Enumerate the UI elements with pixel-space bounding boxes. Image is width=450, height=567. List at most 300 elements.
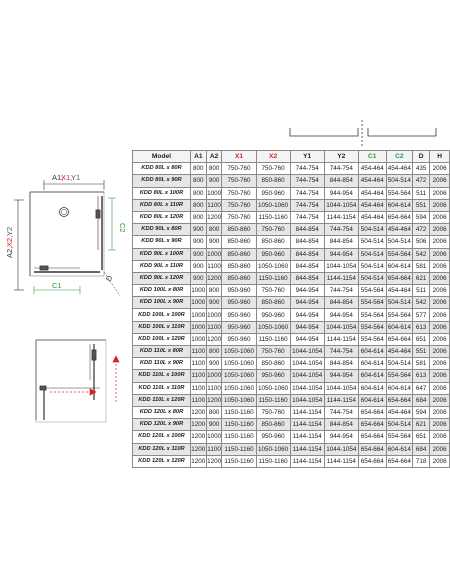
cell-a2: 1200 bbox=[206, 455, 222, 467]
top-brackets bbox=[290, 120, 436, 148]
cell-d: 718 bbox=[413, 455, 430, 467]
cell-a2: 1100 bbox=[206, 321, 222, 333]
cell-y1: 744-754 bbox=[290, 163, 324, 175]
cell-c1: 554-564 bbox=[358, 321, 386, 333]
header-h: H bbox=[430, 151, 450, 163]
cell-x1: 1050-1060 bbox=[222, 382, 256, 394]
cell-h: 2006 bbox=[430, 394, 450, 406]
cell-c1: 454-464 bbox=[358, 199, 386, 211]
cell-d: 506 bbox=[413, 236, 430, 248]
cell-y2: 1044-1054 bbox=[324, 443, 358, 455]
cell-x2: 750-760 bbox=[256, 224, 290, 236]
cell-d: 594 bbox=[413, 211, 430, 223]
cell-x1: 950-960 bbox=[222, 297, 256, 309]
cell-a1: 1000 bbox=[190, 297, 206, 309]
cell-a2: 1100 bbox=[206, 443, 222, 455]
table-row bbox=[133, 163, 450, 175]
cell-y2: 944-954 bbox=[324, 248, 358, 260]
cell-x1: 1150-1160 bbox=[222, 455, 256, 467]
cell-x1: 850-860 bbox=[222, 248, 256, 260]
cell-c2: 604-614 bbox=[386, 321, 412, 333]
cell-y2: 844-854 bbox=[324, 358, 358, 370]
cell-d: 581 bbox=[413, 358, 430, 370]
cell-x1: 1150-1160 bbox=[222, 419, 256, 431]
cell-y1: 1144-1154 bbox=[290, 431, 324, 443]
cell-d: 651 bbox=[413, 333, 430, 345]
cell-c1: 604-614 bbox=[358, 394, 386, 406]
cell-c1: 504-514 bbox=[358, 248, 386, 260]
cell-x1: 950-960 bbox=[222, 309, 256, 321]
table-row bbox=[133, 199, 450, 211]
cell-x1: 850-860 bbox=[222, 260, 256, 272]
cell-a1: 900 bbox=[190, 248, 206, 260]
cell-model: KDD 80L x 80R bbox=[133, 163, 191, 175]
cell-a2: 1200 bbox=[206, 333, 222, 345]
cell-model: KDD 110L x 100R bbox=[133, 370, 191, 382]
cell-d: 647 bbox=[413, 382, 430, 394]
cell-a2: 1200 bbox=[206, 211, 222, 223]
cell-a2: 1000 bbox=[206, 187, 222, 199]
cell-d: 651 bbox=[413, 431, 430, 443]
cell-model: KDD 110L x 120R bbox=[133, 394, 191, 406]
cell-h: 2006 bbox=[430, 431, 450, 443]
cell-c2: 604-614 bbox=[386, 443, 412, 455]
header-a1: A1 bbox=[190, 151, 206, 163]
cell-y2: 1144-1154 bbox=[324, 333, 358, 345]
cell-y2: 1144-1154 bbox=[324, 455, 358, 467]
cell-model: KDD 80L x 100R bbox=[133, 187, 191, 199]
cell-c2: 554-564 bbox=[386, 248, 412, 260]
cell-model: KDD 80L x 90R bbox=[133, 175, 191, 187]
cell-a2: 900 bbox=[206, 419, 222, 431]
cell-a2: 1200 bbox=[206, 394, 222, 406]
cell-model: KDD 120L x 110R bbox=[133, 443, 191, 455]
cell-d: 542 bbox=[413, 297, 430, 309]
cell-y1: 1044-1054 bbox=[290, 358, 324, 370]
cell-x2: 1050-1060 bbox=[256, 260, 290, 272]
cell-c1: 604-614 bbox=[358, 370, 386, 382]
cell-h: 2006 bbox=[430, 236, 450, 248]
cell-h: 2006 bbox=[430, 358, 450, 370]
cell-c1: 504-514 bbox=[358, 224, 386, 236]
cell-model: KDD 90L x 120R bbox=[133, 272, 191, 284]
cell-h: 2006 bbox=[430, 309, 450, 321]
cell-a2: 800 bbox=[206, 224, 222, 236]
cell-x2: 1050-1060 bbox=[256, 321, 290, 333]
cell-h: 2006 bbox=[430, 248, 450, 260]
cell-a2: 1000 bbox=[206, 248, 222, 260]
header-c1: C1 bbox=[358, 151, 386, 163]
table-row bbox=[133, 358, 450, 370]
cell-model: KDD 120L x 90R bbox=[133, 419, 191, 431]
cell-x2: 1050-1060 bbox=[256, 199, 290, 211]
cell-d: 621 bbox=[413, 419, 430, 431]
cell-x2: 850-860 bbox=[256, 358, 290, 370]
cell-c1: 504-514 bbox=[358, 272, 386, 284]
cell-d: 472 bbox=[413, 175, 430, 187]
cell-c1: 554-564 bbox=[358, 297, 386, 309]
cell-x2: 750-760 bbox=[256, 346, 290, 358]
header-d: D bbox=[413, 151, 430, 163]
cell-d: 684 bbox=[413, 394, 430, 406]
header-y1: Y1 bbox=[290, 151, 324, 163]
cell-y2: 1144-1154 bbox=[324, 272, 358, 284]
header-c2: C2 bbox=[386, 151, 412, 163]
cell-model: KDD 100L x 90R bbox=[133, 297, 191, 309]
cell-h: 2006 bbox=[430, 419, 450, 431]
cell-d: 551 bbox=[413, 346, 430, 358]
cell-c1: 554-564 bbox=[358, 285, 386, 297]
cell-y2: 844-854 bbox=[324, 297, 358, 309]
cell-x2: 850-860 bbox=[256, 419, 290, 431]
cell-d: 511 bbox=[413, 187, 430, 199]
cell-x2: 1150-1160 bbox=[256, 394, 290, 406]
specification-table bbox=[132, 150, 450, 468]
cell-x1: 1050-1060 bbox=[222, 358, 256, 370]
cell-c1: 554-564 bbox=[358, 309, 386, 321]
table-row bbox=[133, 309, 450, 321]
cell-y1: 944-954 bbox=[290, 297, 324, 309]
cell-h: 2006 bbox=[430, 333, 450, 345]
cell-c1: 604-614 bbox=[358, 382, 386, 394]
cell-a1: 900 bbox=[190, 272, 206, 284]
cell-a2: 1000 bbox=[206, 431, 222, 443]
cell-y1: 744-754 bbox=[290, 199, 324, 211]
cell-h: 2006 bbox=[430, 211, 450, 223]
cell-h: 2006 bbox=[430, 346, 450, 358]
cell-x1: 750-760 bbox=[222, 199, 256, 211]
cell-h: 2006 bbox=[430, 443, 450, 455]
cell-x2: 850-860 bbox=[256, 236, 290, 248]
label-y2: Y2 bbox=[5, 226, 14, 236]
cell-y1: 844-854 bbox=[290, 224, 324, 236]
cell-c2: 654-664 bbox=[386, 394, 412, 406]
cell-c2: 504-514 bbox=[386, 236, 412, 248]
cell-x1: 950-960 bbox=[222, 333, 256, 345]
cell-c2: 554-564 bbox=[386, 370, 412, 382]
cell-y2: 944-954 bbox=[324, 187, 358, 199]
cell-a1: 800 bbox=[190, 175, 206, 187]
cell-c1: 554-564 bbox=[358, 333, 386, 345]
cell-y1: 1044-1054 bbox=[290, 394, 324, 406]
table-row bbox=[133, 406, 450, 418]
cell-model: KDD 90L x 100R bbox=[133, 248, 191, 260]
cell-a2: 900 bbox=[206, 175, 222, 187]
cell-c2: 554-564 bbox=[386, 309, 412, 321]
label-c2: C2 bbox=[118, 223, 127, 233]
cell-d: 621 bbox=[413, 272, 430, 284]
cell-y1: 1044-1054 bbox=[290, 370, 324, 382]
cell-a2: 800 bbox=[206, 346, 222, 358]
header-y2: Y2 bbox=[324, 151, 358, 163]
cell-c1: 504-514 bbox=[358, 260, 386, 272]
cell-y1: 1144-1154 bbox=[290, 455, 324, 467]
cell-model: KDD 80L x 120R bbox=[133, 211, 191, 223]
label-x1: X1, bbox=[61, 173, 73, 182]
cell-a1: 800 bbox=[190, 199, 206, 211]
cell-a1: 1100 bbox=[190, 346, 206, 358]
cell-y2: 744-754 bbox=[324, 224, 358, 236]
cell-h: 2006 bbox=[430, 382, 450, 394]
table-row bbox=[133, 370, 450, 382]
cell-y2: 944-954 bbox=[324, 370, 358, 382]
cell-y2: 1044-1054 bbox=[324, 321, 358, 333]
cell-x1: 1150-1160 bbox=[222, 431, 256, 443]
cell-y2: 1044-1054 bbox=[324, 382, 358, 394]
cell-model: KDD 90L x 90R bbox=[133, 236, 191, 248]
cell-x2: 1150-1160 bbox=[256, 455, 290, 467]
table-row bbox=[133, 175, 450, 187]
cell-y1: 744-754 bbox=[290, 187, 324, 199]
label-c1: C1 bbox=[52, 281, 62, 290]
cell-model: KDD 100L x 80R bbox=[133, 285, 191, 297]
cell-c2: 454-464 bbox=[386, 224, 412, 236]
cell-c2: 454-464 bbox=[386, 346, 412, 358]
cell-a2: 1100 bbox=[206, 382, 222, 394]
cell-c1: 654-664 bbox=[358, 455, 386, 467]
cell-a2: 900 bbox=[206, 297, 222, 309]
cell-y2: 744-754 bbox=[324, 163, 358, 175]
elevation-red-markers bbox=[50, 356, 119, 404]
cell-model: KDD 120L x 80R bbox=[133, 406, 191, 418]
cell-c2: 604-614 bbox=[386, 382, 412, 394]
header-a2: A2 bbox=[206, 151, 222, 163]
cell-a2: 1000 bbox=[206, 309, 222, 321]
cell-a1: 800 bbox=[190, 187, 206, 199]
cell-a1: 900 bbox=[190, 224, 206, 236]
cell-a2: 800 bbox=[206, 285, 222, 297]
cell-x1: 750-760 bbox=[222, 163, 256, 175]
cell-h: 2006 bbox=[430, 321, 450, 333]
cell-c2: 554-564 bbox=[386, 431, 412, 443]
cell-c2: 454-464 bbox=[386, 163, 412, 175]
header-x2: X2 bbox=[256, 151, 290, 163]
cell-a1: 1000 bbox=[190, 333, 206, 345]
cell-c1: 654-664 bbox=[358, 406, 386, 418]
cell-x1: 950-960 bbox=[222, 285, 256, 297]
cell-x2: 850-860 bbox=[256, 297, 290, 309]
cell-a1: 800 bbox=[190, 163, 206, 175]
cell-y2: 944-954 bbox=[324, 431, 358, 443]
cell-c1: 504-514 bbox=[358, 236, 386, 248]
cell-c2: 504-514 bbox=[386, 297, 412, 309]
cell-y2: 744-754 bbox=[324, 346, 358, 358]
label-d: D bbox=[103, 273, 115, 283]
table-row bbox=[133, 455, 450, 467]
cell-d: 594 bbox=[413, 406, 430, 418]
cell-h: 2006 bbox=[430, 406, 450, 418]
label-a1: A1, bbox=[52, 173, 64, 182]
cell-x2: 850-860 bbox=[256, 175, 290, 187]
dimension-a2-line bbox=[14, 200, 24, 290]
cell-a1: 1200 bbox=[190, 419, 206, 431]
cell-a1: 1000 bbox=[190, 309, 206, 321]
table-row bbox=[133, 443, 450, 455]
header-x1: X1 bbox=[222, 151, 256, 163]
cell-c1: 654-664 bbox=[358, 431, 386, 443]
dimension-c2-line bbox=[108, 198, 116, 250]
cell-d: 551 bbox=[413, 199, 430, 211]
cell-x2: 950-960 bbox=[256, 370, 290, 382]
cell-x1: 850-860 bbox=[222, 224, 256, 236]
cell-h: 2006 bbox=[430, 455, 450, 467]
cell-x1: 750-760 bbox=[222, 211, 256, 223]
cell-y1: 844-854 bbox=[290, 248, 324, 260]
cell-x1: 950-960 bbox=[222, 321, 256, 333]
cell-model: KDD 100L x 100R bbox=[133, 309, 191, 321]
cell-c2: 504-514 bbox=[386, 358, 412, 370]
cell-x2: 750-760 bbox=[256, 285, 290, 297]
table-row bbox=[133, 321, 450, 333]
cell-y1: 1144-1154 bbox=[290, 443, 324, 455]
cell-y1: 844-854 bbox=[290, 260, 324, 272]
cell-a1: 800 bbox=[190, 211, 206, 223]
cell-model: KDD 120L x 120R bbox=[133, 455, 191, 467]
table-row bbox=[133, 382, 450, 394]
cell-a2: 800 bbox=[206, 163, 222, 175]
cell-y1: 744-754 bbox=[290, 211, 324, 223]
cell-h: 2006 bbox=[430, 285, 450, 297]
cell-c1: 454-464 bbox=[358, 187, 386, 199]
cell-y2: 1144-1154 bbox=[324, 211, 358, 223]
cell-a2: 1200 bbox=[206, 272, 222, 284]
table-row bbox=[133, 419, 450, 431]
cell-y2: 1044-1054 bbox=[324, 199, 358, 211]
cell-y2: 1044-1054 bbox=[324, 260, 358, 272]
cell-h: 2006 bbox=[430, 187, 450, 199]
table-row bbox=[133, 272, 450, 284]
cell-c2: 604-614 bbox=[386, 199, 412, 211]
table-row bbox=[133, 236, 450, 248]
table-header-row bbox=[133, 151, 450, 163]
cell-x1: 1150-1160 bbox=[222, 406, 256, 418]
cell-x2: 1150-1160 bbox=[256, 333, 290, 345]
cell-y1: 944-954 bbox=[290, 333, 324, 345]
cell-a2: 1100 bbox=[206, 260, 222, 272]
cell-y1: 944-954 bbox=[290, 309, 324, 321]
cell-x1: 1050-1060 bbox=[222, 394, 256, 406]
cell-model: KDD 120L x 100R bbox=[133, 431, 191, 443]
cell-h: 2006 bbox=[430, 260, 450, 272]
cell-a1: 900 bbox=[190, 236, 206, 248]
cell-c1: 454-464 bbox=[358, 175, 386, 187]
table-body bbox=[133, 163, 450, 468]
cell-y2: 744-754 bbox=[324, 406, 358, 418]
table-row bbox=[133, 285, 450, 297]
cell-y2: 944-954 bbox=[324, 309, 358, 321]
cell-a2: 800 bbox=[206, 406, 222, 418]
cell-y2: 744-754 bbox=[324, 285, 358, 297]
cell-y1: 1044-1054 bbox=[290, 382, 324, 394]
cell-c2: 504-514 bbox=[386, 175, 412, 187]
cell-y2: 844-854 bbox=[324, 236, 358, 248]
cell-h: 2006 bbox=[430, 272, 450, 284]
cell-y1: 844-854 bbox=[290, 272, 324, 284]
cell-c2: 504-514 bbox=[386, 419, 412, 431]
cell-y2: 844-854 bbox=[324, 175, 358, 187]
cell-model: KDD 110L x 90R bbox=[133, 358, 191, 370]
table-row bbox=[133, 260, 450, 272]
cell-d: 435 bbox=[413, 163, 430, 175]
cell-y1: 1144-1154 bbox=[290, 406, 324, 418]
cell-x2: 950-960 bbox=[256, 431, 290, 443]
cell-a1: 1000 bbox=[190, 321, 206, 333]
cell-d: 472 bbox=[413, 224, 430, 236]
cell-y1: 944-954 bbox=[290, 321, 324, 333]
cell-a1: 900 bbox=[190, 260, 206, 272]
cell-d: 577 bbox=[413, 309, 430, 321]
cell-x1: 750-760 bbox=[222, 175, 256, 187]
cell-c2: 454-464 bbox=[386, 285, 412, 297]
cell-d: 613 bbox=[413, 370, 430, 382]
cell-d: 581 bbox=[413, 260, 430, 272]
cell-c2: 554-564 bbox=[386, 187, 412, 199]
cell-a2: 1000 bbox=[206, 370, 222, 382]
cell-x2: 950-960 bbox=[256, 309, 290, 321]
cell-d: 613 bbox=[413, 321, 430, 333]
cell-d: 511 bbox=[413, 285, 430, 297]
cell-h: 2006 bbox=[430, 224, 450, 236]
table-row bbox=[133, 224, 450, 236]
cell-y1: 1144-1154 bbox=[290, 419, 324, 431]
cell-a2: 1100 bbox=[206, 199, 222, 211]
cell-h: 2006 bbox=[430, 175, 450, 187]
cell-c1: 454-464 bbox=[358, 211, 386, 223]
cell-c1: 654-664 bbox=[358, 419, 386, 431]
cell-y2: 844-854 bbox=[324, 419, 358, 431]
cell-c1: 654-664 bbox=[358, 443, 386, 455]
cell-x2: 1050-1060 bbox=[256, 382, 290, 394]
cell-a1: 1100 bbox=[190, 370, 206, 382]
cell-x1: 850-860 bbox=[222, 236, 256, 248]
table-row bbox=[133, 394, 450, 406]
cell-a1: 1000 bbox=[190, 285, 206, 297]
cell-model: KDD 100L x 120R bbox=[133, 333, 191, 345]
cell-h: 2006 bbox=[430, 199, 450, 211]
cell-c2: 654-664 bbox=[386, 333, 412, 345]
cell-a1: 1100 bbox=[190, 382, 206, 394]
cell-y1: 944-954 bbox=[290, 285, 324, 297]
cell-x1: 750-760 bbox=[222, 187, 256, 199]
cell-c1: 604-614 bbox=[358, 346, 386, 358]
table-row bbox=[133, 297, 450, 309]
cell-a2: 900 bbox=[206, 358, 222, 370]
cell-y1: 844-854 bbox=[290, 236, 324, 248]
cell-x2: 1050-1060 bbox=[256, 443, 290, 455]
cell-a2: 900 bbox=[206, 236, 222, 248]
table-row bbox=[133, 248, 450, 260]
cell-c2: 454-464 bbox=[386, 406, 412, 418]
cell-a1: 1100 bbox=[190, 394, 206, 406]
cell-a1: 1100 bbox=[190, 358, 206, 370]
cell-x2: 1150-1160 bbox=[256, 211, 290, 223]
cell-c1: 454-464 bbox=[358, 163, 386, 175]
table-row bbox=[133, 431, 450, 443]
cell-c1: 604-614 bbox=[358, 358, 386, 370]
cell-x1: 1050-1060 bbox=[222, 346, 256, 358]
cell-c2: 604-614 bbox=[386, 260, 412, 272]
table-row bbox=[133, 187, 450, 199]
cell-a1: 1200 bbox=[190, 431, 206, 443]
cell-h: 2006 bbox=[430, 370, 450, 382]
cell-model: KDD 90L x 80R bbox=[133, 224, 191, 236]
table-row bbox=[133, 346, 450, 358]
cell-x2: 950-960 bbox=[256, 187, 290, 199]
cell-x2: 1150-1160 bbox=[256, 272, 290, 284]
cell-model: KDD 110L x 110R bbox=[133, 382, 191, 394]
label-y1: Y1 bbox=[71, 173, 81, 182]
cell-y1: 1044-1054 bbox=[290, 346, 324, 358]
